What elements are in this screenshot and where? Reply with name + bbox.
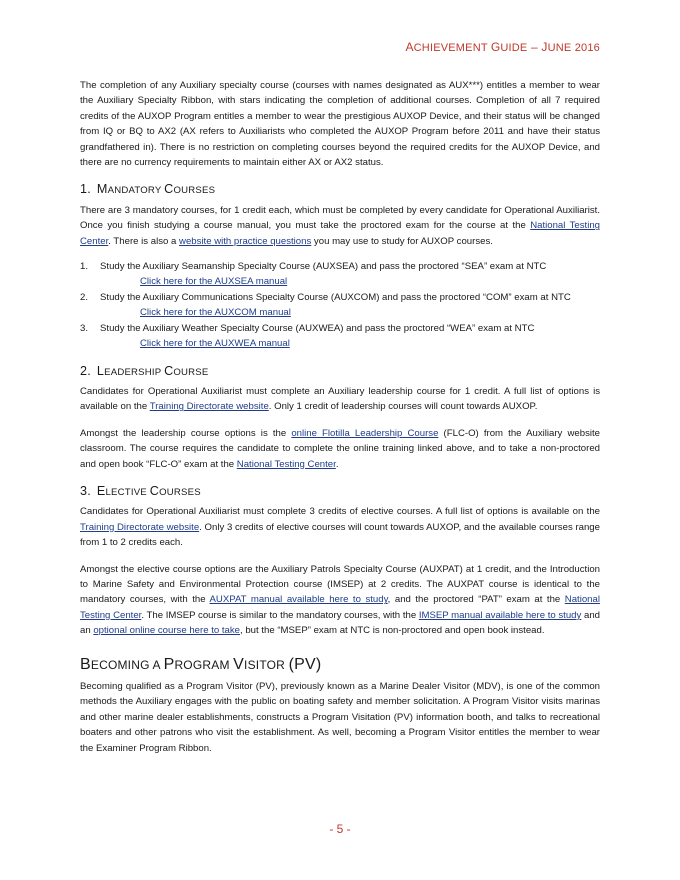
heading-text: OURSES xyxy=(159,486,201,498)
header-date: UNE 2016 xyxy=(547,42,600,54)
text-run: There are 3 mandatory courses, for 1 credit each, which must be completed by every candidate for Operational Auxiliarist. Once you finish studying a course manual, you must take the proctored exam for the course at the xyxy=(80,204,600,232)
header-title-initial-a: A xyxy=(405,40,414,54)
text-run: Candidates for Operational Auxiliarist must complete 3 credits of elective courses. A full list of options is available on the xyxy=(80,506,600,518)
auxpat-manual-link[interactable]: AUXPAT manual available here to study xyxy=(209,594,388,606)
list-item-number: 2. xyxy=(80,291,89,303)
section-number: 1. xyxy=(80,182,91,197)
text-run: , but the “MSEP” exam at NTC is non-proctored and open book instead. xyxy=(240,625,545,637)
list-item xyxy=(80,321,600,352)
intro-paragraph: The completion of any Auxiliary specialty course (courses with names designated as AUX***) entitles a member to wear the Auxiliary Specialty Ribbon, with stars indicating the completion of additional courses. Completion of all 7 required credits of the AUXOP Program entitles a member to wear the prestigious AUXOP Device, and their status will be changed from IQ or BQ to AX2 (AX refers to Auxiliarists who completed the AUXOP Program before 2011 and have their status grandfathered in). There is no restriction on completing courses beyond the required credits for the AUXOP Device, and there are no currency requirements to maintain either AX or AX2 status. xyxy=(80,80,600,169)
training-directorate-link[interactable]: Training Directorate website xyxy=(80,521,200,533)
program-visitor-paragraph: Becoming qualified as a Program Visitor (PV), previously known as a Marine Dealer Visitor (MDV), is one of the common methods the Auxiliary engages with the public on boating safety and member solicitation. A Program Visitor visits marinas and other marine dealer establishments, constructs a Program Visitation (PV) information booth, and talks to recreational boaters and other patrons who visit the establishment. As well, becoming a Program Visitor entitles the member to wear the Examiner Program Ribbon. xyxy=(80,681,600,754)
section-heading-mandatory xyxy=(80,182,600,198)
imsep-manual-link[interactable]: IMSEP manual available here to study xyxy=(418,609,582,621)
text-run: . xyxy=(335,458,339,470)
heading-text: OURSES xyxy=(173,185,216,197)
auxsea-manual-link[interactable]: Click here for the AUXSEA manual xyxy=(140,276,288,288)
heading-initial: C xyxy=(164,363,174,378)
auxwea-manual-link[interactable]: Click here for the AUXWEA manual xyxy=(140,338,290,350)
section-heading-program-visitor xyxy=(80,657,600,673)
heading-text: OURSE xyxy=(173,366,209,378)
mandatory-paragraph xyxy=(80,203,600,249)
national-testing-center-link[interactable]: National Testing Center xyxy=(236,458,336,470)
list-item xyxy=(80,259,600,290)
imsep-online-course-link[interactable]: optional online course here to take xyxy=(93,625,241,637)
heading-initial: P xyxy=(163,655,175,673)
heading-text: ISITOR xyxy=(244,657,289,672)
text-run: Amongst the elective course options are the Auxiliary Patrols Specialty Course (AUXPAT) at 1 credit, and the Introduction to Marine Safety and Environmental Protection course (IMSEP) at 2 credits. The AUXPAT course is identical to the mandatory courses, with the xyxy=(80,563,600,606)
national-testing-center-link[interactable]: National Testing Center xyxy=(80,594,600,621)
mandatory-steps-list xyxy=(80,259,600,351)
section-number: 3. xyxy=(80,483,91,498)
leadership-paragraph-2 xyxy=(80,426,600,472)
elective-paragraph-2 xyxy=(80,562,600,639)
section-heading-leadership xyxy=(80,364,600,380)
leadership-paragraph-1 xyxy=(80,384,600,415)
heading-text: (PV) xyxy=(288,655,322,673)
practice-questions-link[interactable]: website with practice questions xyxy=(179,235,312,247)
header-date-initial: – J xyxy=(527,40,548,54)
text-run: . Only 3 credits of elective courses will count towards AUXOP, and the available courses range from 1 to 2 credits each. xyxy=(80,521,600,549)
heading-initial: B xyxy=(80,655,91,673)
heading-initial: V xyxy=(233,655,245,673)
header-title-part2: UIDE xyxy=(500,42,528,54)
header-title-part1: CHIEVEMENT xyxy=(413,42,491,54)
heading-initial: C xyxy=(149,483,160,498)
flotilla-leadership-course-link[interactable]: online Flotilla Leadership Course xyxy=(291,427,439,439)
text-run: Candidates for Operational Auxiliarist must complete an Auxiliary leadership course for 1 credit. A full list of options is available on the xyxy=(80,385,600,413)
text-run: , and the proctored “PAT” exam at the xyxy=(387,594,565,606)
page-number: - 5 - xyxy=(329,822,351,836)
text-run: Amongst the leadership course options is the xyxy=(80,427,292,439)
section-number: 2. xyxy=(80,363,91,378)
heading-initial: M xyxy=(96,182,108,197)
heading-text: EADERSHIP xyxy=(104,366,165,378)
list-item-text: Study the Auxiliary Communications Specialty Course (AUXCOM) and pass the proctored “COM” exam at NTC xyxy=(100,291,571,303)
national-testing-center-link[interactable]: National Testing Center xyxy=(80,220,600,247)
heading-initial: E xyxy=(96,483,106,498)
text-run: and an xyxy=(80,609,601,637)
list-item-number: 1. xyxy=(80,261,89,273)
elective-paragraph-1 xyxy=(80,504,600,550)
heading-text: ROGRAM xyxy=(174,657,234,672)
text-run: (FLC-O) from the Auxiliary website classroom. The course requires the candidate to complete the online training linked above, and to take a non-proctored and open book “FLC-O” exam at the xyxy=(80,427,600,470)
heading-text: LECTIVE xyxy=(105,486,150,498)
list-item-number: 3. xyxy=(80,322,89,334)
text-run: you may use to study for AUXOP courses. xyxy=(311,235,493,247)
training-directorate-link[interactable]: Training Directorate website xyxy=(149,401,269,413)
text-run: . The IMSEP course is similar to the mandatory courses, with the xyxy=(141,609,419,621)
text-run: . Only 1 credit of leadership courses will count towards AUXOP. xyxy=(268,401,538,413)
header-title-initial-g: G xyxy=(490,40,501,54)
section-heading-elective xyxy=(80,484,600,500)
heading-initial: C xyxy=(164,182,174,197)
text-run: . There is also a xyxy=(108,235,180,247)
list-item xyxy=(80,290,600,321)
list-item-text: Study the Auxiliary Seamanship Specialty Course (AUXSEA) and pass the proctored “SEA” exam at NTC xyxy=(100,261,547,273)
page-content xyxy=(80,78,600,756)
heading-text: ECOMING A xyxy=(90,657,164,672)
heading-text: ANDATORY xyxy=(107,185,165,197)
list-item-text: Study the Auxiliary Weather Specialty Course (AUXWEA) and pass the proctored “WEA” exam at NTC xyxy=(100,322,535,334)
auxcom-manual-link[interactable]: Click here for the AUXCOM manual xyxy=(140,307,291,319)
heading-initial: L xyxy=(96,363,105,378)
running-header xyxy=(405,40,600,54)
